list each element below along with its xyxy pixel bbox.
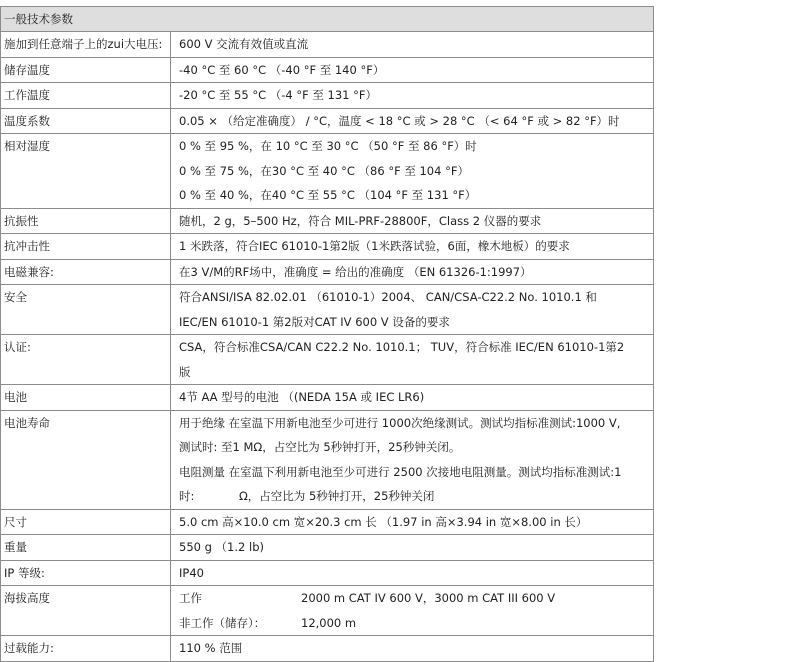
spec-value-line: 电阻测量 在室温下利用新电池至少可进行 2500 次接地电阻测量。测试均指标准测试:1: [179, 464, 622, 479]
spec-row-max-voltage: [1, 32, 654, 58]
spec-value-line: 时:: [179, 489, 195, 503]
spec-table: [0, 6, 654, 662]
altitude-key: 非工作（储存）：: [179, 615, 266, 630]
spec-row-altitude: [1, 586, 654, 636]
spec-row-battery-life: [1, 410, 654, 509]
spec-label: 海拔高度: [1, 586, 171, 636]
spec-value: 550 g （1.2 lb): [179, 540, 264, 554]
spec-row-weight: [1, 535, 654, 561]
altitude-key: 工作: [179, 591, 202, 605]
spec-value-line: Ω，占空比为 5秒钟打开，25秒钟关闭: [239, 489, 435, 503]
spec-row-shock: [1, 234, 654, 260]
altitude-value: 2000 m CAT IV 600 V，3000 m CAT III 600 V: [301, 591, 556, 605]
spec-label: 电磁兼容:: [1, 259, 171, 285]
spec-value: 1 米跌落，符合IEC 61010-1第2版（1米跌落试验，6面，橡木地板）的要求: [179, 239, 570, 253]
spec-value-line: 用于绝缘 在室温下用新电池至少可进行 1000次绝缘测试。测试均指标准测试:1000 V,: [179, 415, 621, 430]
spec-row-temp-coefficient: [1, 108, 654, 134]
spec-label: 抗振性: [1, 208, 171, 234]
spec-row-emc: [1, 259, 654, 285]
spec-value-line: 版: [179, 364, 191, 379]
spec-label: 尺寸: [1, 509, 171, 535]
spec-value-line: 测试时: 至1 MΩ，占空比为 5秒钟打开，25秒钟关闭。: [179, 440, 461, 454]
spec-label: 电池寿命: [1, 410, 171, 509]
spec-value-line: CSA，符合标准CSA/CAN C22.2 No. 1010.1； TUV，符合标准 IEC/EN 61010-1第2: [179, 340, 625, 354]
spec-row-humidity: [1, 134, 654, 209]
table-header-row: [1, 7, 654, 32]
spec-value: 0.05 × （给定准确度） / °C，温度 < 18 °C 或 > 28 °C （< 64 °F 或 > 82 °F）时: [179, 113, 620, 128]
spec-row-operating-temp: [1, 83, 654, 109]
spec-label: 工作温度: [1, 83, 171, 109]
spec-value-line: 0 % 至 40 %，在40 °C 至 55 °C （104 °F 至 131 °F）: [179, 188, 477, 202]
spec-value: IP40: [179, 565, 204, 580]
table-header: 一般技术参数: [1, 7, 654, 32]
spec-value: 随机，2 g，5–500 Hz，符合 MIL-PRF-28800F，Class 2 仪器的要求: [179, 213, 542, 228]
spec-row-dimensions: [1, 509, 654, 535]
spec-value: 在3 V/M的RF场中，准确度 = 给出的准确度 （EN 61326-1:1997）: [179, 264, 532, 279]
spec-value-line: IEC/EN 61010-1 第2版对CAT IV 600 V 设备的要求: [179, 314, 450, 329]
spec-label: 储存温度: [1, 57, 171, 83]
spec-value-line: 0 % 至 75 %，在30 °C 至 40 °C （86 °F 至 104 °F）: [179, 163, 469, 178]
spec-row-storage-temp: [1, 57, 654, 83]
spec-value: 5.0 cm 高×10.0 cm 宽×20.3 cm 长 （1.97 in 高×3.94 in 宽×8.00 in 长）: [179, 514, 588, 529]
spec-value: 600 V 交流有效值或直流: [179, 37, 309, 51]
spec-label: 相对湿度: [1, 134, 171, 209]
spec-label: 过载能力:: [1, 636, 171, 662]
spec-label: 施加到任意端子上的zui大电压:: [1, 32, 171, 58]
spec-label: 抗冲击性: [1, 234, 171, 260]
spec-row-safety: [1, 285, 654, 335]
spec-label: 安全: [1, 285, 171, 335]
spec-value-line: 0 % 至 95 %，在 10 °C 至 30 °C （50 °F 至 86 °F）时: [179, 139, 477, 153]
spec-row-battery: [1, 385, 654, 411]
altitude-value: 12,000 m: [301, 615, 357, 630]
spec-value: 4节 AA 型号的电池 （(NEDA 15A 或 IEC LR6): [179, 390, 425, 404]
spec-value: 110 % 范围: [179, 641, 243, 655]
spec-label: 重量: [1, 535, 171, 561]
spec-label: 认证:: [1, 335, 171, 385]
spec-label: 电池: [1, 385, 171, 411]
spec-row-certification: [1, 335, 654, 385]
spec-label: 温度系数: [1, 108, 171, 134]
spec-row-vibration: [1, 208, 654, 234]
spec-value: -20 °C 至 55 °C （-4 °F 至 131 °F）: [179, 88, 378, 102]
spec-row-overload: [1, 636, 654, 662]
spec-value-line: 符合ANSI/ISA 82.02.01 （61010-1）2004、 CAN/CSA-C22.2 No. 1010.1 和: [179, 290, 597, 304]
spec-label: IP 等级:: [1, 560, 171, 586]
spec-value: -40 °C 至 60 °C （-40 °F 至 140 °F）: [179, 62, 385, 77]
spec-row-ip-rating: [1, 560, 654, 586]
